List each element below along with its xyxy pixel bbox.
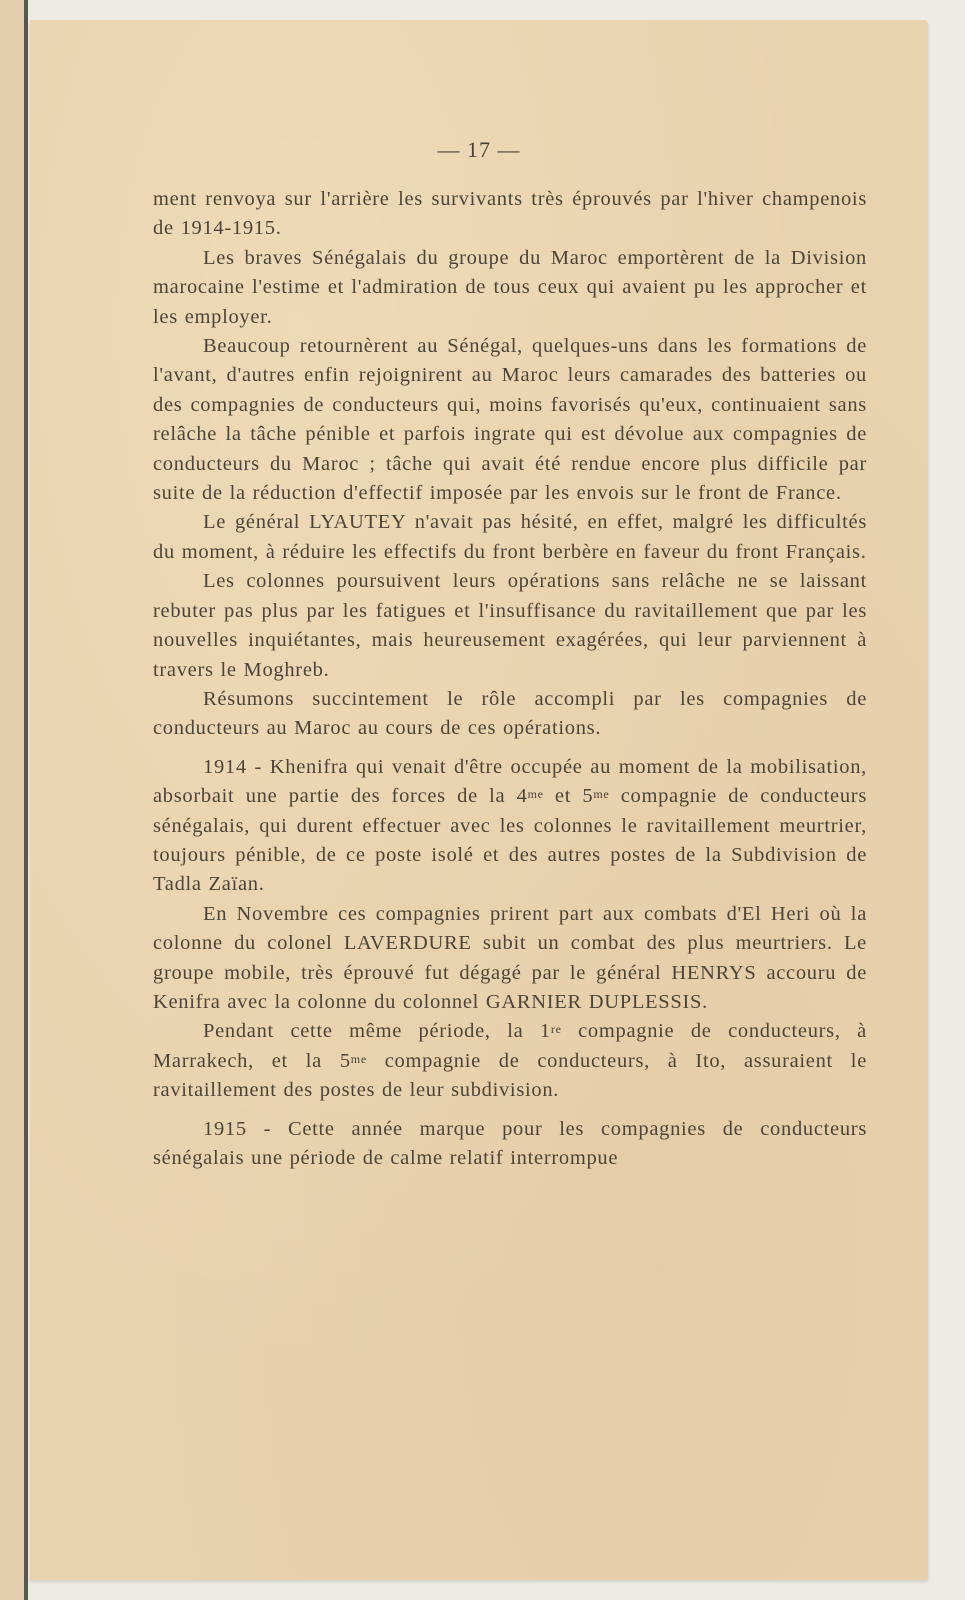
ordinal-superscript: me [593,787,610,802]
book-binding [24,0,28,1600]
paragraph: Les braves Sénégalais du groupe du Maroc emportèrent de la Division marocaine l'estime et l'admiration de tous ceux qui avaient pu les approcher et les employer. [153,246,867,328]
paragraph: ment renvoya sur l'arrière les survivants très éprouvés par l'hiver champenois de 1914-1915. [153,188,867,240]
ordinal-superscript: re [550,1022,562,1037]
text-run: compagnie de conducteurs sénégalais, qui durent effectuer avec les colonnes le ravitaillement meurtrier, toujours pénible, de ce poste isolé et des autres postes de la Subdivision de Tadla Zaïan. [153,785,867,896]
body-text [153,185,867,1173]
paragraph [153,1017,867,1105]
paragraph: Beaucoup retournèrent au Sénégal, quelques-uns dans les formations de l'avant, d'autres enfin rejoignirent au Maroc leurs camarades des batteries ou des compagnies de conducteurs qui, moins favorisés qu'eux, continuaient sans relâche la tâche pénible et parfois ingrate qui est dévolue aux compagnies de conducteurs du Maroc ; tâche qui avait été rendue encore plus difficile par suite de la réduction d'effectif imposée par les envois sur le front de France. [153,335,867,505]
paragraph: Résumons succintement le rôle accompli par les compagnies de conducteurs au Maroc au cours de ces opérations. [153,687,867,740]
text-run: Pendant cette même période, la 1 [203,1020,551,1043]
paragraph: En Novembre ces compagnies prirent part aux combats d'El Heri où la colonne du colonel LAVERDURE subit un combat des plus meurtriers. Le groupe mobile, très éprouvé fut dégagé par le général HENRYS accouru de Kenifra avec la colonne du colonnel GARNIER DUPLESSIS. [153,902,867,1013]
text-run: 1914 - Khenifra qui venait d'être occupée au moment de la mobilisation, absorbait une partie des forces de la 4 [153,755,867,808]
paragraph: Les colonnes poursuivent leurs opérations sans relâche ne se laissant rebuter pas plus par les fatigues et l'insuffisance du ravitaillement que par les nouvelles inquiétantes, mais heureusement exagérées, qui leur parviennent à travers le Moghreb. [153,570,867,681]
paragraph-1914 [153,753,867,900]
paragraph: Le général LYAUTEY n'avait pas hésité, en effet, malgré les difficultés du moment, à réduire les effectifs du front berbère en faveur du front Français. [153,511,867,563]
previous-page-edge [0,0,26,1600]
paragraph-1915: 1915 - Cette année marque pour les compagnies de conducteurs sénégalais une période de calme relatif interrompue [153,1117,867,1169]
page-number: — 17 — [437,137,521,162]
ordinal-superscript: me [350,1051,367,1066]
text-run: compagnie de conducteurs, à Marrakech, et la 5 [153,1020,867,1072]
text-run: compagnie de conducteurs, à Ito, assuraient le ravitaillement des postes de leur subdivision. [153,1049,867,1102]
book-page [30,20,928,1580]
ordinal-superscript: me [527,787,544,802]
text-run: et 5 [543,785,594,808]
